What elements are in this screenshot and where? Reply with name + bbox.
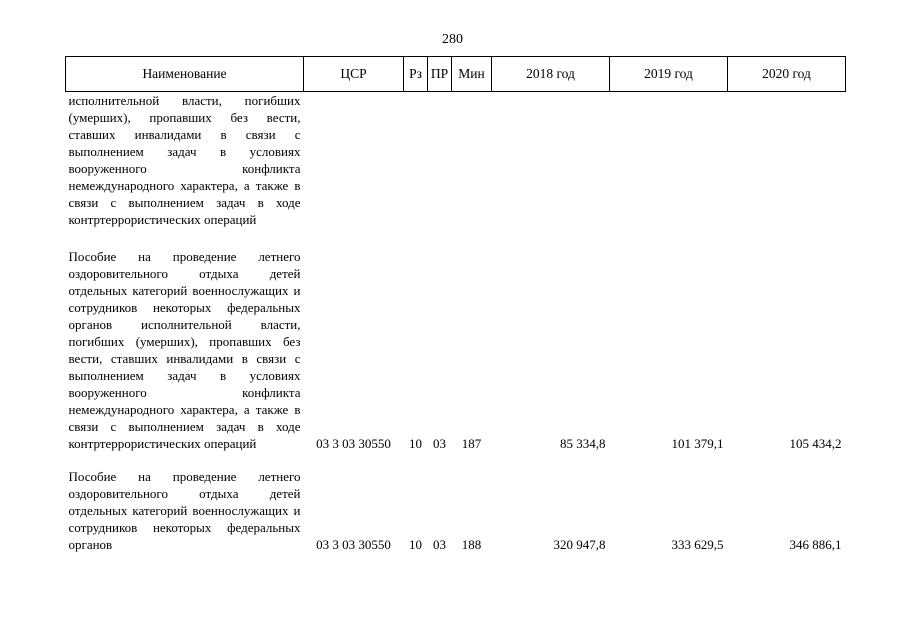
table-row: [66, 92, 846, 233]
row-name: Пособие на проведение летнего оздоровительного отдыха детей отдельных категорий военнослужащих и сотрудников некоторых федеральных органов: [68, 469, 301, 552]
row-name: Пособие на проведение летнего оздоровительного отдыха детей отдельных категорий военнослужащих и сотрудников некоторых федеральных органов исполнительной власти, погибших (умерших), пропавших без вести, ставших инвалидами в связи с выполнением задач в условиях вооруженного конфликта немеждународного характера, а также в связи с выполнением задач в ходе контртеррористических операций: [68, 249, 301, 451]
row-name: исполнительной власти, погибших (умерших), пропавших без вести, ставших инвалидами в связи с выполнением задач в условиях вооруженного конфликта немеждународного характера, а также в связи с выполнением задач в ходе контртеррористических операций: [68, 93, 301, 227]
header-2019: 2019 год: [610, 57, 728, 92]
header-name: Наименование: [66, 57, 304, 92]
row-rz: 10: [409, 537, 422, 552]
header-2018: 2018 год: [492, 57, 610, 92]
header-rz: Рз: [404, 57, 428, 92]
row-min: [452, 92, 492, 233]
row-rz: 10: [409, 436, 422, 451]
header-2020: 2020 год: [728, 57, 846, 92]
row-csr: 03 3 03 30550: [316, 436, 391, 451]
header-min: Мин: [452, 57, 492, 92]
row-2020: 105 434,2: [789, 436, 842, 451]
row-pr: 03: [433, 436, 446, 451]
page-number: 280: [442, 32, 463, 47]
row-min: 187: [461, 436, 482, 451]
row-2020: [728, 92, 846, 233]
row-rz: [404, 92, 428, 233]
row-min: 188: [461, 537, 482, 552]
budget-table: [65, 56, 846, 553]
row-2019: 333 629,5: [671, 537, 724, 552]
table-row: [66, 232, 846, 452]
row-csr: 03 3 03 30550: [316, 537, 391, 552]
row-2018: 85 334,8: [560, 436, 606, 451]
row-2020: 346 886,1: [789, 537, 842, 552]
table-row: [66, 452, 846, 553]
row-2018: 320 947,8: [553, 537, 606, 552]
row-2018: [492, 92, 610, 233]
row-pr: 03: [433, 537, 446, 552]
row-2019: 101 379,1: [671, 436, 724, 451]
header-csr: ЦСР: [304, 57, 404, 92]
header-pr: ПР: [428, 57, 452, 92]
row-2019: [610, 92, 728, 233]
row-pr: [428, 92, 452, 233]
table-header-row: [66, 57, 846, 92]
row-csr: [304, 92, 404, 233]
